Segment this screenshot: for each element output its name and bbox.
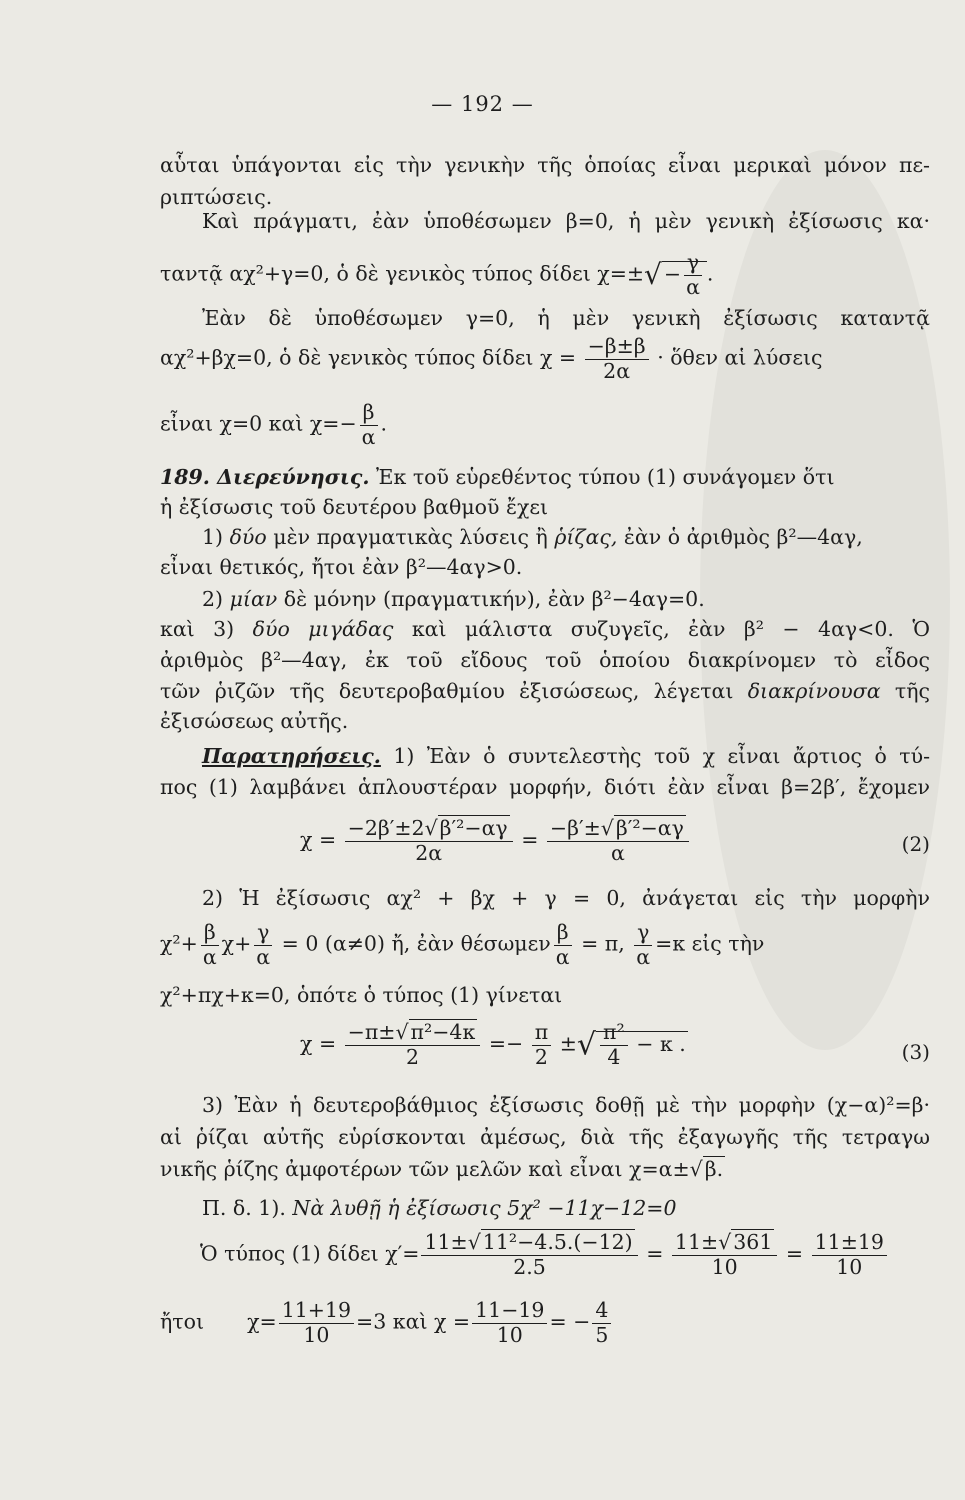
- fraction-denominator: 2α: [603, 358, 631, 383]
- example-text: Νὰ λυθῇ ἡ ἐξίσωσις 5χ² −11χ−12=0: [292, 1196, 677, 1220]
- italic-term: δύο: [229, 525, 267, 549]
- numerator-part: −β′±√: [549, 816, 614, 840]
- fraction-denominator: 10: [711, 1254, 738, 1279]
- fraction: [633, 922, 653, 968]
- text-line-4-main: ταντᾷ αχ²+γ=0, ὁ δὲ γενικὸς τύπος δίδει χ=±: [160, 261, 645, 286]
- fraction-denominator: α: [555, 944, 570, 969]
- observations-text: 1) Ἐὰν ὁ συντελεστὴς τοῦ χ εἶναι ἄρτιος ὁ τύ-: [393, 744, 930, 768]
- text-line-29: [160, 1300, 930, 1346]
- text-line-14: ἀριθμὸς β²—4αγ, ἐκ τοῦ εἴδους τοῦ ὁποίου διακρίνομεν τὸ εἶδος: [160, 648, 930, 672]
- fraction-numerator: −β±β: [585, 336, 649, 360]
- text-segment: καὶ μάλιστα συζυγεῖς, ἐὰν β² − 4αγ<0. Ὁ: [411, 617, 930, 641]
- fraction-numerator: π²: [600, 1022, 628, 1046]
- text-segment: ἤτοι: [160, 1309, 205, 1334]
- page-number: — 192 —: [431, 92, 534, 116]
- fraction-numerator: 11+19: [279, 1300, 354, 1324]
- text-line-21: [160, 922, 930, 968]
- equation-lhs: χ =: [300, 1031, 337, 1056]
- fraction-denominator: 5: [595, 1322, 609, 1347]
- equation-3: χ = $\frac{\text{−π±√π²−4κ}}{2}$ =− $\frac{\pi}{2}$ ±√ $\frac{\text{π²}}{4}$ − κ .: [300, 1020, 686, 1069]
- fraction-denominator: α: [202, 944, 217, 969]
- observations-title: Παρατηρήσεις.: [202, 744, 381, 768]
- radicand: β.: [704, 1157, 724, 1181]
- numerator-part: 11±√: [424, 1230, 481, 1254]
- text-segment: ἐὰν ὁ ἀριθμὸς β²—4αγ,: [623, 525, 863, 549]
- fraction-numerator: γ: [254, 922, 272, 946]
- text-segment: νικῆς ῥίζης ἀμφοτέρων τῶν μελῶν καὶ εἶναι χ=α±√: [160, 1157, 703, 1181]
- fraction: [253, 922, 273, 968]
- text-segment: μὲν πραγματικὰς λύσεις ἢ: [273, 525, 548, 549]
- section-189-line: [160, 462, 930, 492]
- item-number: 1): [202, 525, 224, 549]
- fraction-denominator: 2: [405, 1044, 419, 1069]
- fraction: [279, 1300, 354, 1346]
- text-line-22: χ²+πχ+κ=0, ὁπότε ὁ τύπος (1) γίνεται: [160, 983, 563, 1007]
- text-segment: χ²+: [160, 931, 198, 956]
- fraction-denominator: 2α: [415, 840, 443, 865]
- text-line-6-end: · ὅθεν αἱ λύσεις: [657, 345, 823, 370]
- fraction-denominator: 10: [496, 1322, 523, 1347]
- fraction-numerator: 11±19: [812, 1232, 887, 1256]
- fraction-denominator: α: [361, 424, 376, 449]
- fraction: [200, 922, 220, 968]
- item-number: καὶ 3): [160, 617, 235, 641]
- text-line-25: αἱ ῥίζαι αὐτῆς εὑρίσκονται ἀμέσως, διὰ τῆς ἐξαγωγῆς τῆς τετραγω: [160, 1125, 930, 1149]
- radicand: 361: [733, 1230, 773, 1254]
- fraction-denominator: 10: [303, 1322, 330, 1347]
- fraction-denominator: α: [610, 840, 625, 865]
- italic-term: δύο μιγάδας: [252, 617, 394, 641]
- section-189-text: Ἐκ τοῦ εὑρεθέντος τύπου (1) συνάγομεν ὅτι: [376, 465, 835, 489]
- text-line-7: εἶναι χ=0 καὶ χ=− $\frac{\beta}{\alpha}$ .: [160, 400, 388, 449]
- fraction-denominator: 4: [607, 1044, 621, 1069]
- text-line-20: 2) Ἡ ἐξίσωσις αχ² + βχ + γ = 0, ἀνάγεται εἰς τὴν μορφὴν: [202, 886, 930, 910]
- equation-2-label: (2): [901, 832, 930, 856]
- fraction-numerator: γ: [634, 922, 652, 946]
- text-segment: − κ .: [636, 1031, 686, 1056]
- text-line-4: ταντᾷ αχ²+γ=0, ὁ δὲ γενικὸς τύπος δίδει χ=±√− $\frac{\gamma}{\alpha}$ .: [160, 250, 714, 299]
- numerator-part: −π±√: [347, 1020, 409, 1044]
- text-segment: = 0 (α≠0) ἤ, ἐὰν θέσωμεν: [281, 931, 551, 956]
- fraction: [812, 1232, 887, 1278]
- fraction-denominator: α: [686, 274, 700, 299]
- radicand: 11²−4.5.(−12): [482, 1230, 633, 1254]
- text-line-10: [160, 522, 930, 552]
- equals-sign: =: [785, 1241, 804, 1266]
- equals-sign: =−: [488, 1031, 524, 1056]
- equation-2-fraction-2: [547, 818, 689, 864]
- fraction-numerator: 4: [592, 1300, 611, 1324]
- observations-line: [160, 741, 930, 771]
- text-segment: = −: [549, 1309, 591, 1334]
- section-189-title: 189. Διερεύνησις.: [160, 465, 370, 489]
- text-line-7-main: εἶναι χ=0 καὶ χ=−: [160, 411, 357, 436]
- fraction-beta-alpha: [359, 402, 379, 448]
- fraction-beta-sum: [585, 336, 649, 382]
- italic-term: ῥίζας,: [554, 525, 618, 549]
- fraction-denominator: α: [636, 944, 651, 969]
- text-segment: χ+: [221, 931, 252, 956]
- plus-minus: ±: [559, 1031, 577, 1056]
- text-line-28: [200, 1232, 940, 1278]
- fraction-gamma-alpha: [683, 252, 703, 298]
- text-segment: = π,: [581, 931, 625, 956]
- fraction-numerator: β: [360, 402, 378, 426]
- fraction: [600, 1022, 628, 1068]
- numerator-part: −2β′±2√: [347, 816, 438, 840]
- text-line-15: [160, 676, 930, 706]
- text-segment: τῶν ῥιζῶν τῆς δευτεροβαθμίου ἐξισώσεως, λέγεται: [160, 679, 734, 703]
- fraction-denominator: 2: [534, 1044, 548, 1069]
- equals-sign: =: [521, 827, 539, 852]
- fraction: [553, 922, 573, 968]
- text-line-1: αὗται ὑπάγονται εἰς τὴν γενικὴν τῆς ὁποίας εἶναι μερικαὶ μόνον πε-: [160, 153, 930, 177]
- text-segment: Ὁ τύπος (1) δίδει χ′=: [200, 1241, 420, 1266]
- fraction: [472, 1300, 547, 1346]
- radicand: π²−4κ: [410, 1020, 476, 1044]
- text-segment: τῆς: [894, 679, 930, 703]
- text-line-6-main: αχ²+βχ=0, ὁ δὲ γενικὸς τύπος δίδει χ =: [160, 345, 577, 370]
- fraction-denominator: α: [256, 944, 271, 969]
- fraction: [592, 1300, 611, 1346]
- text-line-2: ριπτώσεις.: [160, 185, 273, 209]
- item-number: 2): [202, 587, 224, 611]
- text-line-5: Ἐὰν δὲ ὑποθέσωμεν γ=0, ἡ μὲν γενικὴ ἐξίσωσις καταντᾷ: [202, 306, 930, 330]
- text-segment: =κ εἰς τὴν: [655, 931, 765, 956]
- text-segment: =3 καὶ χ =: [356, 1309, 471, 1334]
- sqrt-expression: [662, 250, 707, 299]
- text-segment: δὲ μόνην (πραγματικήν), ἐὰν β²−4αγ=0.: [283, 587, 705, 611]
- minus-sign: −: [663, 261, 682, 286]
- text-line-13: [160, 614, 930, 644]
- text-line-6: [160, 336, 930, 382]
- text-line-26: [160, 1154, 930, 1184]
- numerator-part: 11±√: [674, 1230, 732, 1254]
- fraction-numerator: γ: [684, 252, 702, 276]
- fraction-numerator: π: [532, 1022, 551, 1046]
- example-label: Π. δ. 1).: [202, 1196, 286, 1220]
- equation-2-fraction-1: [345, 818, 513, 864]
- text-line-12: [160, 584, 930, 614]
- example-line: [160, 1193, 930, 1223]
- equals-sign: =: [646, 1241, 664, 1266]
- text-line-11: εἶναι θετικός, ἤτοι ἐὰν β²—4αγ>0.: [160, 555, 523, 579]
- text-line-24: 3) Ἐὰν ἡ δευτεροβάθμιος ἐξίσωσις δοθῇ μὲ τὴν μορφὴν (χ−α)²=β·: [202, 1093, 930, 1117]
- text-segment: χ=: [247, 1309, 277, 1334]
- italic-term: μίαν: [229, 587, 278, 611]
- radicand: β′²−αγ: [615, 816, 684, 840]
- text-line-18: πος (1) λαμβάνει ἁπλουστέραν μορφήν, διότι ἐὰν εἶναι β=2β′, ἔχομεν: [160, 775, 930, 799]
- text-line-9: ἡ ἐξίσωσις τοῦ δευτέρου βαθμοῦ ἔχει: [160, 495, 549, 519]
- fraction-denominator: 10: [836, 1254, 863, 1279]
- equation-3-fraction-1: [345, 1022, 481, 1068]
- fraction: [532, 1022, 551, 1068]
- fraction-numerator: β: [554, 922, 572, 946]
- radicand: β′²−αγ: [439, 816, 508, 840]
- equation-lhs: χ =: [300, 827, 337, 852]
- fraction: [672, 1232, 777, 1278]
- fraction-numerator: β: [201, 922, 219, 946]
- equation-3-label: (3): [901, 1040, 930, 1064]
- equation-2: [300, 818, 691, 864]
- radicand: [596, 1020, 688, 1069]
- fraction: [421, 1232, 637, 1278]
- italic-term: διακρίνουσα: [747, 679, 881, 703]
- text-line-16: ἐξισώσεως αὐτῆς.: [160, 709, 349, 733]
- fraction-denominator: 2.5: [513, 1254, 546, 1279]
- text-line-3: Καὶ πράγματι, ἐὰν ὑποθέσωμεν β=0, ἡ μὲν γενικὴ ἐξίσωσις κα·: [202, 209, 930, 233]
- fraction-numerator: 11−19: [472, 1300, 547, 1324]
